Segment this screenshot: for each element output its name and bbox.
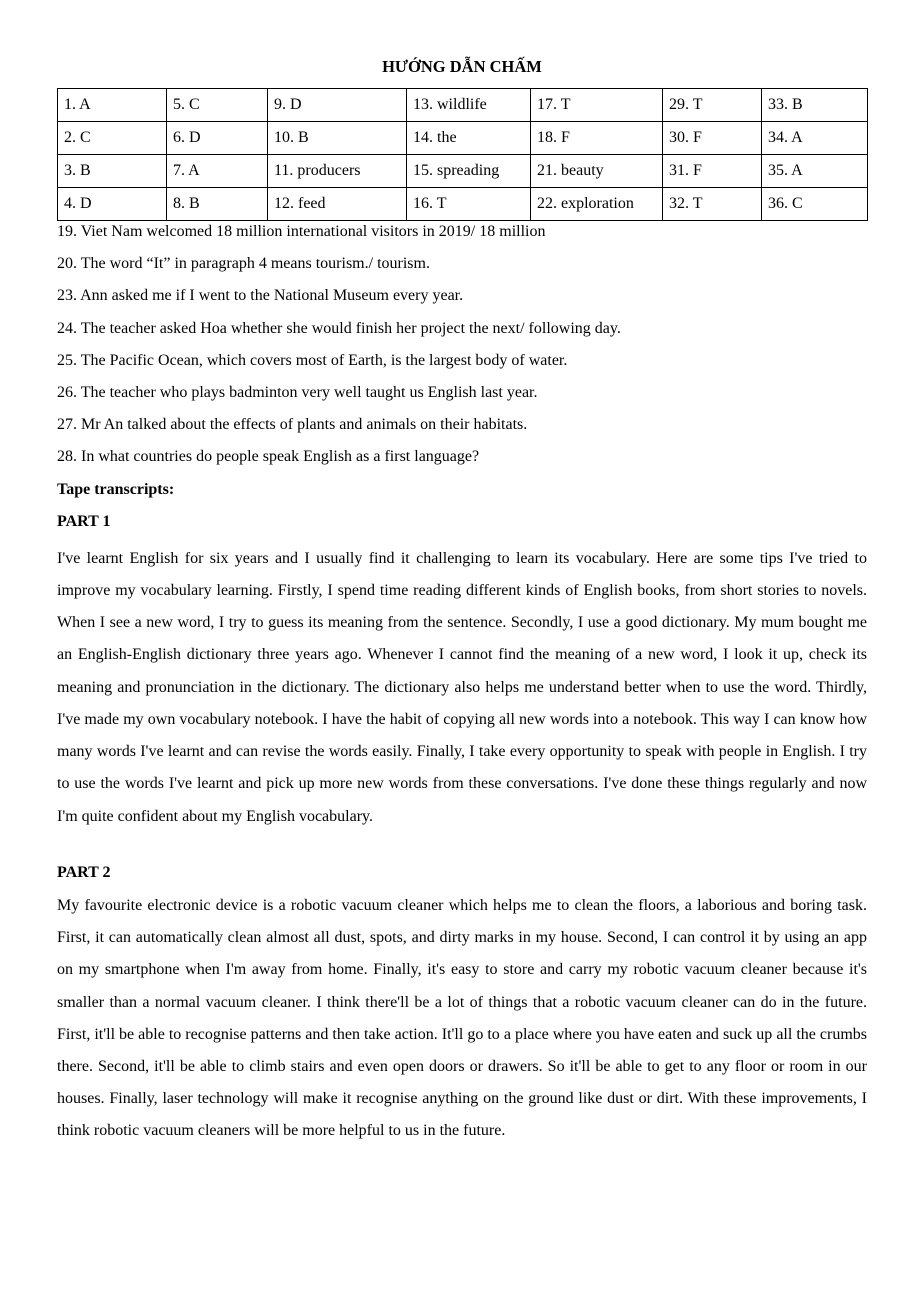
answer-cell: 2. C xyxy=(58,122,167,155)
answer-cell: 4. D xyxy=(58,188,167,221)
answer-cell: 35. A xyxy=(762,155,868,188)
part2-label: PART 2 xyxy=(57,864,111,881)
answer-cell: 16. T xyxy=(407,188,531,221)
table-row xyxy=(58,89,868,122)
page-title: HƯỚNG DẪN CHẤM xyxy=(382,57,542,76)
answer-cell: 31. F xyxy=(663,155,762,188)
answer-cell: 17. T xyxy=(531,89,663,122)
answer-cell: 22. exploration xyxy=(531,188,663,221)
answer-line: 28. In what countries do people speak English as a first language? xyxy=(57,448,480,466)
transcripts-heading: Tape transcripts: xyxy=(57,480,175,498)
answer-cell: 6. D xyxy=(167,122,268,155)
part2-transcript: My favourite electronic device is a robotic vacuum cleaner which helps me to clean the floors, a laborious and boring task. First, it can automatically clean almost all dust, spots, and dirty marks in my house. Second, I can control it by using an app on my smartphone when I'm away from home. Finally, it's easy to store and carry my robotic vacuum cleaner because it's smaller than a normal vacuum cleaner. I think there'll be a lot of things that a robotic vacuum cleaner can do in the future. First, it'll be able to recognise patterns and then take action. It'll go to a place where you have eaten and suck up all the crumbs there. Second, it'll be able to climb stairs and even open doors or drawers. So it'll be able to get to any floor or room in our houses. Finally, laser technology will make it recognise anything on the ground like dust or dirt. With these improvements, I think robotic vacuum cleaners will be more helpful to us in the future. xyxy=(57,897,867,1140)
answer-cell: 10. B xyxy=(268,122,407,155)
answer-cell: 14. the xyxy=(407,122,531,155)
answer-line: 19. Viet Nam welcomed 18 million international visitors in 2019/ 18 million xyxy=(57,223,546,240)
answer-cell: 7. A xyxy=(167,155,268,188)
part1-transcript: I've learnt English for six years and I usually find it challenging to learn its vocabulary. Here are some tips I've tried to improve my vocabulary learning. Firstly, I spend time reading different kinds of English books, from short stories to novels. When I see a new word, I try to guess its meaning from the sentence. Secondly, I use a good dictionary. My mum bought me an English-English dictionary three years ago. Whenever I cannot find the meaning of a new word, I look it up, check its meaning and pronunciation in the dictionary. The dictionary also helps me understand better when to use the word. Thirdly, I've made my own vocabulary notebook. I have the habit of copying all new words into a notebook. This way I can know how many words I've learnt and can revise the words easily. Finally, I take every opportunity to speak with people in English. I try to use the words I've learnt and pick up more new words from these conversations. I've done these things regularly and now I'm quite confident about my English vocabulary. xyxy=(57,549,867,825)
written-answers xyxy=(57,221,867,833)
answer-line: 25. The Pacific Ocean, which covers most of Earth, is the largest body of water. xyxy=(57,351,568,369)
answer-key-table xyxy=(57,88,868,221)
table-row xyxy=(58,188,868,221)
answer-cell: 34. A xyxy=(762,122,868,155)
answer-cell: 5. C xyxy=(167,89,268,122)
answer-line: 23. Ann asked me if I went to the National Museum every year. xyxy=(57,287,464,305)
answer-line: 24. The teacher asked Hoa whether she would finish her project the next/ following day. xyxy=(57,319,621,337)
answer-cell: 36. C xyxy=(762,188,868,221)
answer-cell: 11. producers xyxy=(268,155,407,188)
answer-cell: 3. B xyxy=(58,155,167,188)
answer-line: 27. Mr An talked about the effects of plants and animals on their habitats. xyxy=(57,416,528,434)
answer-cell: 12. feed xyxy=(268,188,407,221)
answer-cell: 13. wildlife xyxy=(407,89,531,122)
answer-cell: 18. F xyxy=(531,122,663,155)
answer-line: 26. The teacher who plays badminton very well taught us English last year. xyxy=(57,383,538,401)
answer-cell: 9. D xyxy=(268,89,407,122)
part1-label: PART 1 xyxy=(57,512,111,530)
answer-line: 20. The word “It” in paragraph 4 means tourism./ tourism. xyxy=(57,255,430,273)
answer-cell: 29. T xyxy=(663,89,762,122)
answer-cell: 8. B xyxy=(167,188,268,221)
answer-cell: 21. beauty xyxy=(531,155,663,188)
answer-cell: 1. A xyxy=(58,89,167,122)
answer-cell: 32. T xyxy=(663,188,762,221)
answer-cell: 30. F xyxy=(663,122,762,155)
table-row xyxy=(58,122,868,155)
table-row xyxy=(58,155,868,188)
part2-section xyxy=(57,862,867,1148)
answer-cell: 33. B xyxy=(762,89,868,122)
answer-cell: 15. spreading xyxy=(407,155,531,188)
